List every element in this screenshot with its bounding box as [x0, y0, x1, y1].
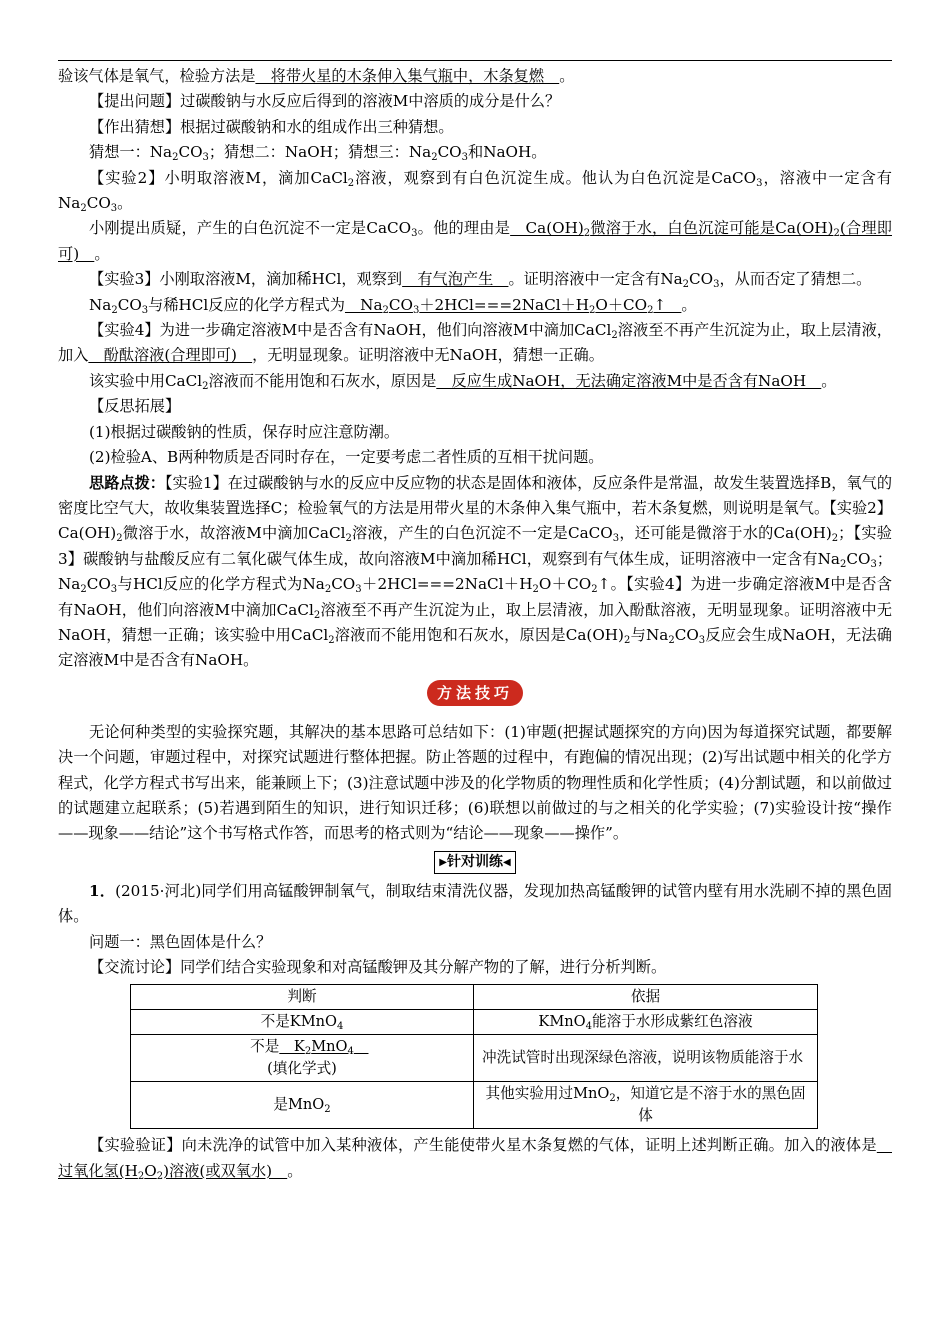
training-heading-wrap [58, 849, 892, 875]
paragraph-equation: $Na_2CO_3$与稀HCl反应的化学方程式为 $Na_2CO_3+2HCl===2NaCl+H_2O+CO_2↑$ 。 [89, 295, 697, 316]
table-header-row [131, 985, 818, 1010]
answer-blank: 过氧化氢$(H_2O_2)$溶液(或双氧水) [58, 1136, 892, 1182]
table-row [131, 1035, 818, 1082]
answer-blank: 反应生成NaOH，无法确定溶液M中是否含有NaOH [436, 371, 822, 390]
table-cell: 不是KMnO$_4$ [131, 1010, 474, 1035]
table-cell: KMnO$_4$能溶于水形成紫红色溶液 [474, 1010, 818, 1035]
paragraph-reflection-1: (1)根据过碳酸钠的性质，保存时应注意防潮。 [89, 422, 400, 441]
answer-blank: $Na_2CO_3+2HCl===2NaCl+H_2O+CO_2↑$ [344, 295, 682, 316]
table-cell: 冲洗试管时出现深绿色溶液，说明该物质能溶于水 [474, 1035, 818, 1082]
judgment-table [130, 984, 818, 1129]
document-page [58, 64, 892, 1184]
table-header-judgment: 判断 [131, 985, 474, 1010]
table-cell: 是MnO$_2$ [131, 1082, 474, 1129]
paragraph-reflection-2: (2)检验A、B两种物质是否同时存在，一定要考虑二者性质的互相干扰问题。 [89, 448, 604, 467]
left-triangle-icon: ◀ [503, 856, 511, 868]
paragraph-experiment-2: 【实验2】小明取溶液M，滴加CaCl$_2$溶液，观察到有白色沉淀生成。他认为白色沉淀是CaCO$_3$，溶液中一定含有$Na_2CO_3$。 [58, 168, 892, 215]
question-1-verification: 【实验验证】向未洗净的试管中加入某种液体，产生能使带火星木条复燃的气体，证明上述判断正确。加入的液体是 过氧化氢$(H_2O_2)$溶液(或双氧水) 。 [58, 1136, 892, 1182]
analysis-label: 思路点拨： [89, 473, 165, 492]
answer-blank: $K_2MnO_4$ [279, 1038, 354, 1058]
right-triangle-icon: ▶ [439, 856, 447, 868]
paragraph-experiment-4: 【实验4】为进一步确定溶液M中是否含有NaOH，他们向溶液M中滴加CaCl$_2$溶液至不再产生沉淀为止，取上层清液，加入 酚酞溶液(合理即可) ，无明显现象。证明溶液中无NaOH，猜想一正确。 [58, 321, 892, 365]
question-1: 1．(2015·河北)同学们用高锰酸钾制氧气，制取结束清洗仪器，发现加热高锰酸钾的试管内壁有用水洗刷不掉的黑色固体。 [58, 881, 892, 926]
table-cell: 其他实验用过MnO$_2$，知道它是不溶于水的黑色固体 [474, 1082, 818, 1129]
method-heading-badge: 方法技巧 [427, 680, 523, 706]
table-row [131, 1010, 818, 1035]
paragraph-hypothesis: 【作出猜想】根据过碳酸钠和水的组成作出三种猜想。 [89, 117, 454, 136]
analysis-block: 思路点拨：【实验1】在过碳酸钠与水的反应中反应物的状态是固体和液体，反应条件是常温，故发生装置选择B，氧气的密度比空气大，故收集装置选择C；检验氧气的方法是用带火星的木条伸入集气瓶中，若木条复燃，则说明是氧气。【实验2】$Ca(OH)_2$微溶于水，故溶液M中滴加CaCl$_2$溶液，产生的白色沉淀不一定是CaCO$_3$，还可能是微溶于水的$Ca(OH)_2$；【实验3】碳酸钠与盐酸反应有二氧化碳气体生成，故向溶液M中滴加稀HCl，观察到有气体生成，证明溶液中一定含有$Na_2CO_3$；$Na_2CO_3$与HCl反应的化学方程式为$Na_2CO_3+2HCl===2NaCl+H_2O+CO_2↑$。【实验4】为进一步确定溶液M中是否含有NaOH，他们向溶液M中滴加CaCl$_2$溶液至不再产生沉淀为止，取上层清液，加入酚酞溶液，无明显现象。证明溶液中无NaOH，猜想一正确；该实验中用CaCl$_2$溶液而不能用饱和石灰水，原因是$Ca(OH)_2$与$Na_2CO_3$反应会生成NaOH，无法确定溶液M中是否含有NaOH。 [58, 473, 893, 670]
method-heading-wrap [58, 680, 892, 710]
header-rule [58, 60, 892, 61]
paragraph-question: 【提出问题】过碳酸钠与水反应后得到的溶液M中溶质的成分是什么？ [89, 92, 561, 111]
question-1-problem: 问题一：黑色固体是什么？ [89, 932, 272, 951]
paragraph-guesses: 猜想一：$Na_2CO_3$；猜想二：NaOH；猜想三：$Na_2CO_3$和NaOH。 [89, 143, 547, 164]
question-number: 1． [89, 881, 116, 900]
question-1-discussion: 【交流讨论】同学们结合实验现象和对高锰酸钾及其分解产物的了解，进行分析判断。 [89, 958, 667, 976]
answer-blank: $Ca(OH)_2$微溶于水，白色沉淀可能是$Ca(OH)_2$(合理即可) [58, 219, 892, 263]
answer-blank: 将带火星的木条伸入集气瓶中，木条复燃 [255, 67, 560, 85]
paragraph-experiment-3: 【实验3】小刚取溶液M，滴加稀HCl，观察到 有气泡产生 。证明溶液中一定含有$Na_2CO_3$，从而否定了猜想二。 [89, 270, 872, 291]
table-cell: 不是 $K_2MnO_4$ (填化学式) [131, 1035, 474, 1082]
paragraph-reason: 该实验中用CaCl$_2$溶液而不能用饱和石灰水，原因是 反应生成NaOH，无法确定溶液M中是否含有NaOH 。 [89, 371, 837, 392]
paragraph-oxygen-test: 验该气体是氧气，检验方法是 将带火星的木条伸入集气瓶中，木条复燃 。 [58, 67, 575, 85]
paragraph-doubt: 小刚提出质疑，产生的白色沉淀不一定是CaCO$_3$。他的理由是 $Ca(OH)_2$微溶于水，白色沉淀可能是$Ca(OH)_2$(合理即可) 。 [58, 219, 892, 263]
training-heading: ▶针对训练◀ [434, 851, 515, 874]
answer-blank: 酚酞溶液(合理即可) [88, 346, 253, 365]
paragraph-reflection-title: 【反思拓展】 [89, 397, 181, 416]
answer-blank: 有气泡产生 [402, 270, 509, 289]
table-header-basis: 依据 [474, 985, 818, 1010]
table-row [131, 1082, 818, 1129]
method-text: 无论何种类型的实验探究题，其解决的基本思路可总结如下：(1)审题(把握试题探究的方向)因为每道探究试题，都要解决一个问题，审题过程中，对探究试题进行整体把握。防止答题的过程中，有跑偏的情况出现；(2)写出试题中相关的化学方程式，化学方程式书写出来，能兼顾上下；(3)注意试题中涉及的化学物质的物理性质和化学性质；(4)分割试题，和以前做过的试题建立起联系；(5)若遇到陌生的知识，进行知识迁移；(6)联想以前做过的与之相关的化学实验；(7)实验设计按“操作——现象——结论”这个书写格式作答，而思考的格式则为“结论——现象——操作”。 [58, 722, 892, 843]
